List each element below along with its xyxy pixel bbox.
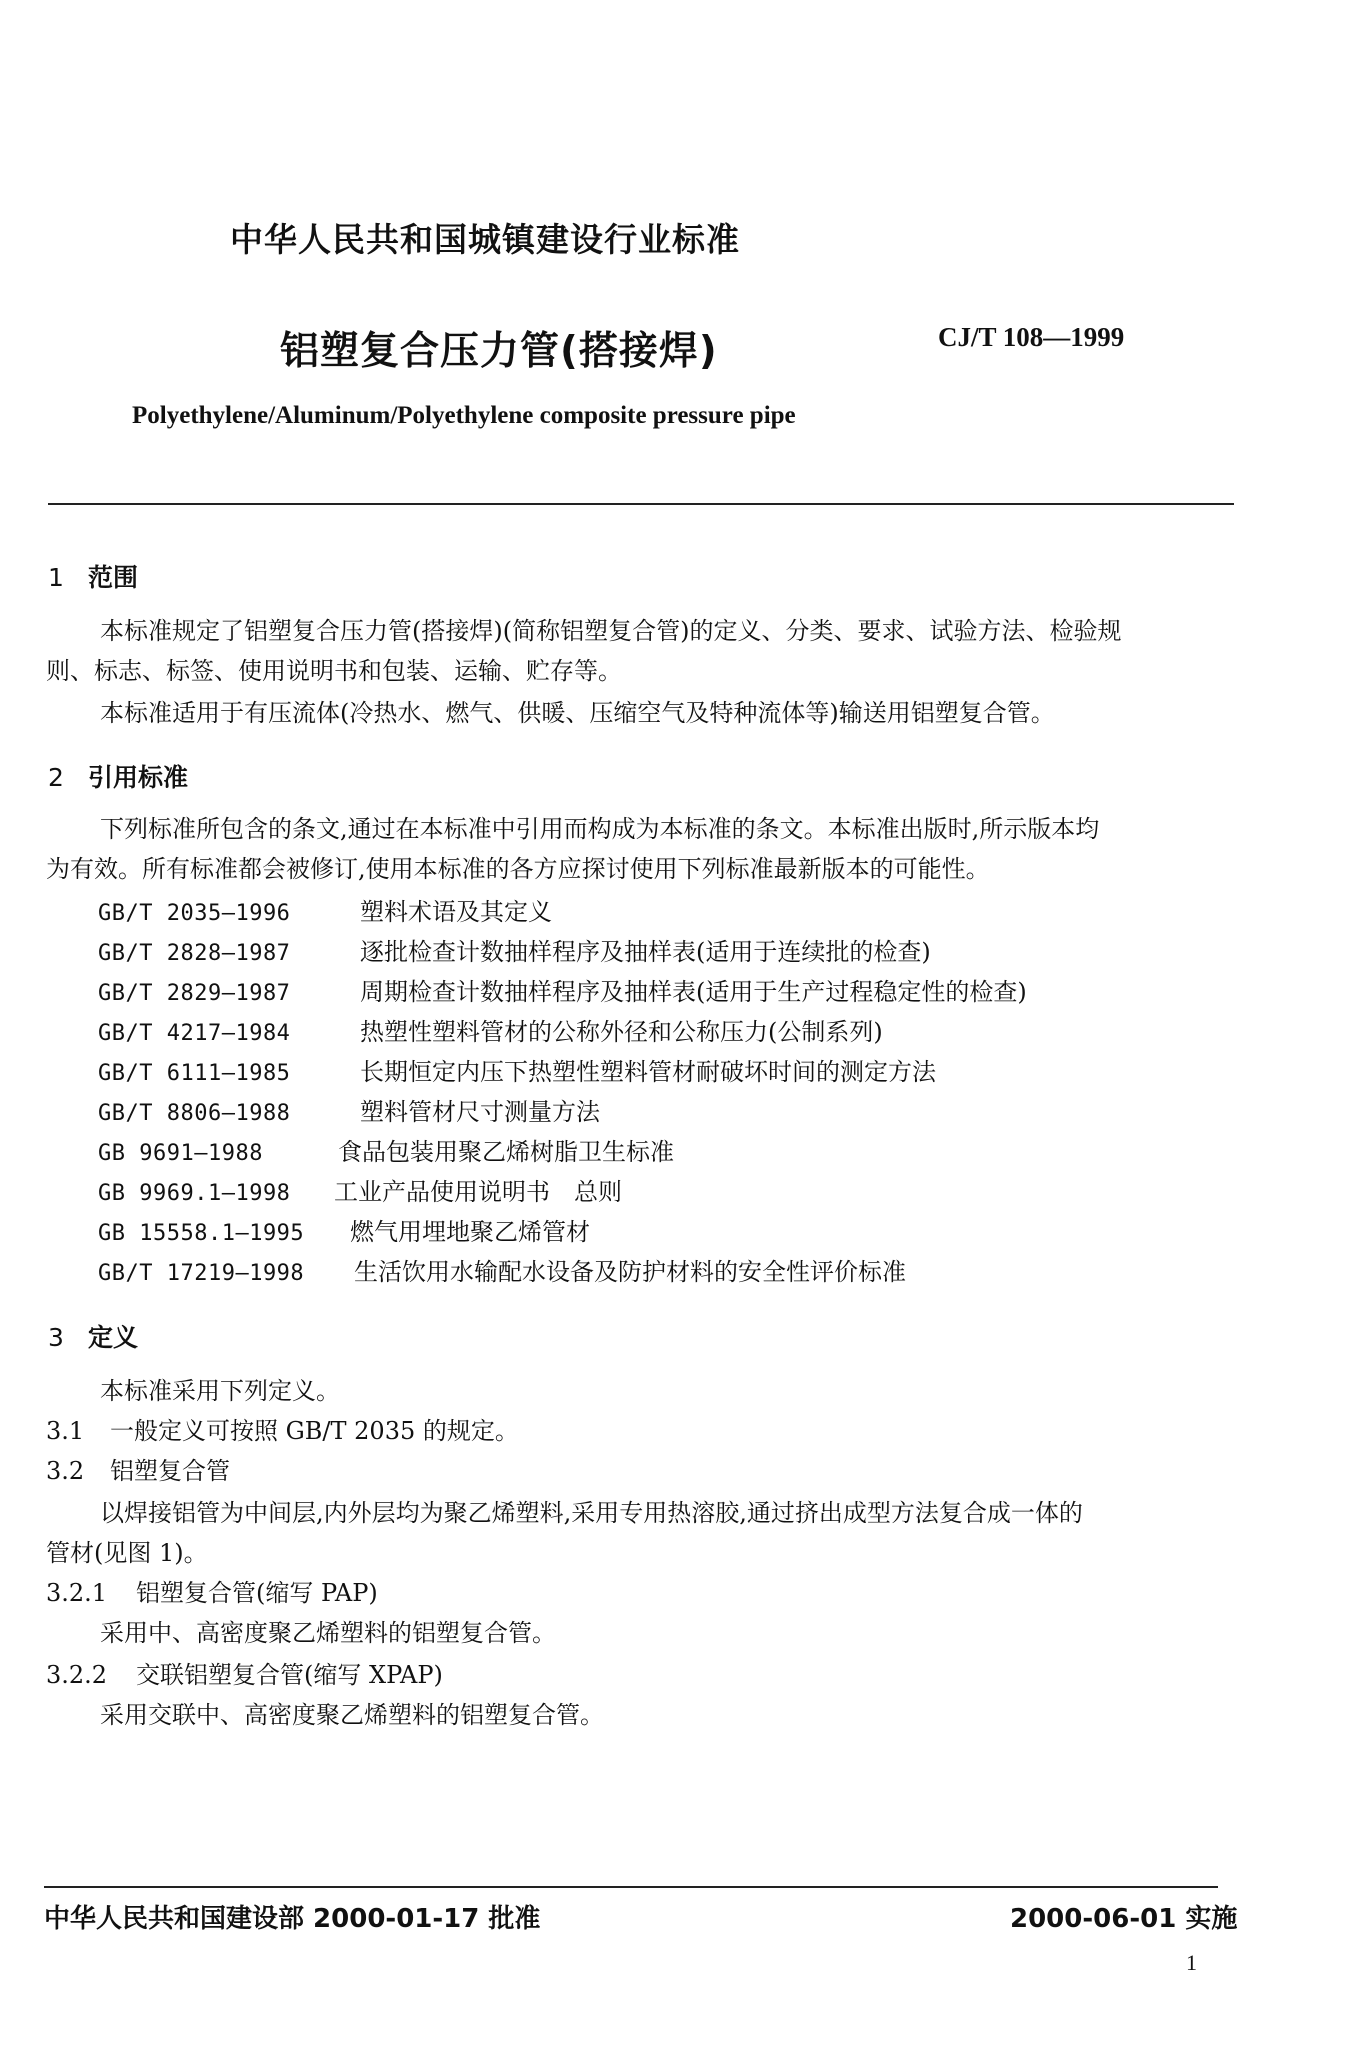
reference-title: 塑料术语及其定义 <box>360 898 552 926</box>
clause-3-2-1-text: 采用中、高密度聚乙烯塑料的铝塑复合管。 <box>100 1619 556 1647</box>
reference-item <box>98 1252 906 1287</box>
header-divider <box>48 503 1234 505</box>
reference-code: GB/T 8806—1988 <box>98 1101 291 1126</box>
issuing-organization: 中华人民共和国城镇建设行业标准 <box>230 220 740 259</box>
clause-3-2-line2: 管材(见图 1)。 <box>46 1539 208 1567</box>
reference-code: GB/T 17219—1998 <box>98 1261 305 1286</box>
reference-item <box>98 1172 622 1207</box>
clause-3-2-line1: 以焊接铝管为中间层,内外层均为聚乙烯塑料,采用专用热溶胶,通过挤出成型方法复合成一体的 <box>100 1499 1083 1527</box>
reference-title: 塑料管材尺寸测量方法 <box>360 1098 600 1126</box>
reference-item <box>98 892 552 927</box>
reference-item <box>98 972 1027 1007</box>
standard-title-cn: 铝塑复合压力管(搭接焊) <box>280 329 718 374</box>
clause-title: 交联铝塑复合管(缩写 XPAP) <box>136 1661 443 1689</box>
standard-title-en: Polyethylene/Aluminum/Polyethylene composite pressure pipe <box>132 402 796 429</box>
clause-text: 一般定义可按照 GB/T 2035 的规定。 <box>110 1417 519 1445</box>
section-title: 范围 <box>88 563 139 592</box>
reference-title: 生活饮用水输配水设备及防护材料的安全性评价标准 <box>354 1258 906 1286</box>
reference-code: GB/T 2828—1987 <box>98 941 291 966</box>
section-2-intro-line2: 为有效。所有标准都会被修订,使用本标准的各方应探讨使用下列标准最新版本的可能性。 <box>46 855 990 883</box>
reference-item <box>98 1212 590 1247</box>
reference-code: GB/T 4217—1984 <box>98 1021 291 1046</box>
section-number: 3 <box>48 1323 64 1352</box>
reference-title: 热塑性塑料管材的公称外径和公称压力(公制系列) <box>360 1018 883 1046</box>
section-1-para2: 本标准适用于有压流体(冷热水、燃气、供暖、压缩空气及特种流体等)输送用铝塑复合管。 <box>100 699 1055 727</box>
clause-number: 3.2.1 <box>46 1579 108 1607</box>
reference-title: 长期恒定内压下热塑性塑料管材耐破坏时间的测定方法 <box>360 1058 936 1086</box>
implementation-date: 2000-06-01 实施 <box>1010 1904 1238 1934</box>
section-number: 1 <box>48 563 64 592</box>
reference-code: GB 15558.1—1995 <box>98 1221 305 1246</box>
reference-item <box>98 1132 674 1167</box>
clause-number: 3.1 <box>46 1417 85 1445</box>
page-number: 1 <box>1186 1950 1197 1975</box>
reference-title: 食品包装用聚乙烯树脂卫生标准 <box>338 1138 674 1166</box>
reference-item <box>98 1092 600 1127</box>
reference-code: GB 9969.1—1998 <box>98 1181 291 1206</box>
footer-divider <box>44 1886 1218 1888</box>
reference-title: 工业产品使用说明书 总则 <box>334 1178 622 1206</box>
reference-title: 周期检查计数抽样程序及抽样表(适用于生产过程稳定性的检查) <box>360 978 1027 1006</box>
clause-title: 铝塑复合管 <box>110 1457 230 1485</box>
section-number: 2 <box>48 763 64 792</box>
section-title: 定义 <box>88 1323 139 1352</box>
clause-number: 3.2 <box>46 1457 85 1485</box>
section-2-heading <box>48 758 188 794</box>
clause-title: 铝塑复合管(缩写 PAP) <box>136 1579 378 1607</box>
section-title: 引用标准 <box>88 763 189 792</box>
reference-item <box>98 932 931 967</box>
clause-3-2-1 <box>46 1574 378 1612</box>
reference-code: GB/T 6111—1985 <box>98 1061 291 1086</box>
section-2-intro-line1: 下列标准所包含的条文,通过在本标准中引用而构成为本标准的条文。本标准出版时,所示版本均 <box>100 815 1100 843</box>
section-1-heading <box>48 558 138 594</box>
reference-item <box>98 1012 883 1047</box>
section-1-para1-line1: 本标准规定了铝塑复合压力管(搭接焊)(简称铝塑复合管)的定义、分类、要求、试验方法、检验规 <box>100 617 1122 645</box>
clause-3-2-2 <box>46 1656 443 1694</box>
section-3-heading <box>48 1318 138 1354</box>
reference-code: GB 9691—1988 <box>98 1141 263 1166</box>
reference-title: 逐批检查计数抽样程序及抽样表(适用于连续批的检查) <box>360 938 931 966</box>
section-3-intro: 本标准采用下列定义。 <box>100 1377 340 1405</box>
reference-code: GB/T 2829—1987 <box>98 981 291 1006</box>
clause-3-1 <box>46 1412 519 1450</box>
standard-code: CJ/T 108—1999 <box>938 322 1125 352</box>
reference-title: 燃气用埋地聚乙烯管材 <box>350 1218 590 1246</box>
reference-code: GB/T 2035—1996 <box>98 901 291 926</box>
approval-line: 中华人民共和国建设部 2000-01-17 批准 <box>44 1904 541 1934</box>
clause-3-2 <box>46 1452 230 1490</box>
clause-number: 3.2.2 <box>46 1661 108 1689</box>
clause-3-2-2-text: 采用交联中、高密度聚乙烯塑料的铝塑复合管。 <box>100 1701 604 1729</box>
reference-item <box>98 1052 936 1087</box>
section-1-para1-line2: 则、标志、标签、使用说明书和包装、运输、贮存等。 <box>46 657 622 685</box>
